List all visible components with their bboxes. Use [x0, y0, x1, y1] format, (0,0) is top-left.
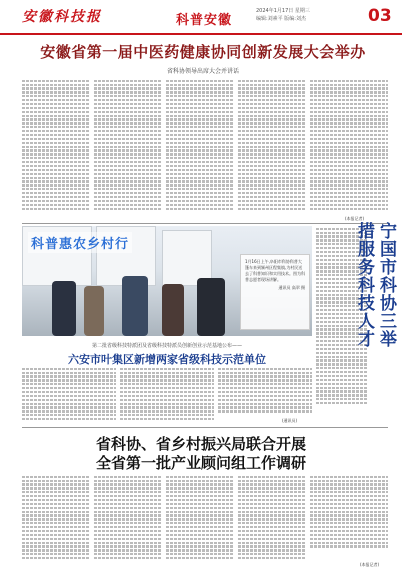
story3-byline: (本报记者) [360, 562, 380, 567]
story2-column-2 [120, 366, 214, 424]
editor-line: 编辑:刘素平 版编:刘杰 [256, 16, 306, 22]
section-divider [22, 427, 388, 428]
newspaper-logo: 安徽科技报 [22, 9, 102, 25]
story3-column-5 [310, 474, 388, 560]
story3-column-1 [22, 474, 90, 570]
story3-column-3 [166, 474, 234, 570]
issue-date [256, 7, 366, 23]
lead-column-4 [238, 78, 306, 222]
story2-column-3 [218, 366, 312, 424]
story2-kicker: 第二批省级科技特派团及省级科技特派员创新创业示范基地公布—— [91, 343, 242, 349]
lead-column-2 [94, 78, 162, 222]
section-title: 科普安徽 [176, 13, 233, 28]
story2-byline: (通讯员) [282, 418, 298, 423]
masthead [0, 0, 402, 37]
story2-column-1 [22, 366, 116, 424]
page-number: 03 [368, 6, 392, 26]
masthead-divider [0, 33, 402, 35]
story2-headline: 六安市叶集区新增两家省级科技示范单位 [68, 353, 266, 366]
lead-column-5 [310, 78, 388, 222]
lead-headline: 安徽省第一届中医药健康协同创新发展大会举办 [40, 43, 366, 61]
photo-title: 科普惠农乡村行 [28, 232, 132, 253]
story3-column-2 [94, 474, 162, 570]
photo-caption-text: 1月16日上午,阜阳市科协科普大篷车来到颍州区程集镇,为村民送去了科普知识和实用技术。图为科普志愿者现场讲解。 [245, 259, 305, 282]
lead-column-3 [166, 78, 234, 222]
date-line: 2024年1月17日 星期三 [256, 8, 310, 14]
section-divider [22, 223, 388, 224]
story3-headline-line1: 省科协、省乡村振兴局联合开展 [95, 435, 306, 453]
side-story-title: 宁国市科协三举措服务科技人才 [354, 222, 396, 348]
person-figure [162, 284, 184, 336]
photo-credit: 通讯员 高翠 摄 [278, 285, 305, 290]
photo-caption [240, 254, 310, 330]
lead-byline: (本报记者) [345, 216, 365, 221]
person-figure [197, 278, 225, 336]
lead-subheadline: 省科协领导出席大会并讲话 [166, 68, 239, 75]
lead-column-1 [22, 78, 90, 222]
person-figure [122, 276, 148, 336]
person-figure [52, 281, 76, 336]
story3-column-4 [238, 474, 306, 570]
person-figure [84, 286, 104, 336]
story3-headline-line2: 全省第一批产业顾问组工作调研 [95, 454, 306, 472]
